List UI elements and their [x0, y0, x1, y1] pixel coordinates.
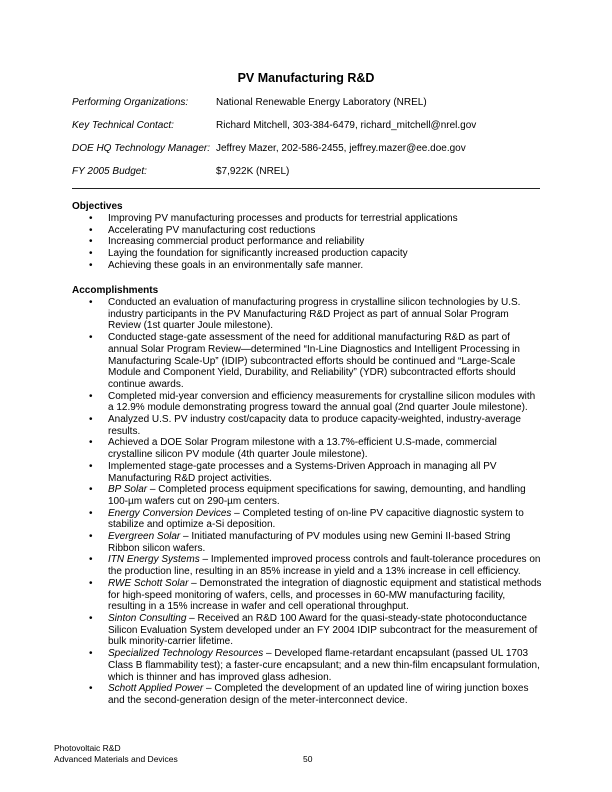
accomplishments-list	[72, 297, 542, 707]
meta-value: National Renewable Energy Laboratory (NREL)	[216, 97, 427, 108]
bullet-icon: •	[89, 683, 93, 695]
bullet-icon: •	[89, 248, 93, 260]
bullet-icon: •	[89, 648, 93, 660]
list-item: • Conducted stage-gate assessment of the need for additional manufacturing R&D as part of annual Solar Program Review—determined “In-Line Diagnostics and Intelligent Processing in Manufacturing Scale-Up” (IDIP) subcontracted efforts should be continued and “Large-Scale Module and Component Yield, Durability, and Reliability” (YDR) subcontracted efforts should continue awards.	[89, 332, 520, 390]
bullet-icon: •	[89, 612, 93, 624]
bullet-icon: •	[89, 484, 93, 496]
meta-value: Richard Mitchell, 303-384-6479, richard_mitchell@nrel.gov	[216, 120, 477, 131]
meta-label: Key Technical Contact:	[72, 120, 174, 131]
bullet-icon: •	[89, 414, 93, 426]
bullet-icon: •	[89, 554, 93, 566]
list-item: • RWE Schott Solar – Demonstrated the integration of diagnostic equipment and statistical methods for high-speed monitoring of wafers, cells, and processes in 60-MW manufacturing facility, resulting in a 15% increase in wafer and cell operational throughput.	[89, 577, 542, 613]
bullet-icon: •	[89, 577, 93, 589]
bullet-icon: •	[89, 297, 93, 308]
bullet-icon: •	[89, 213, 93, 224]
page-footer	[54, 743, 178, 764]
list-item: • Improving PV manufacturing processes and products for terrestrial applications	[89, 213, 458, 224]
meta-label: Performing Organizations:	[72, 97, 189, 108]
list-item: • Conducted an evaluation of manufacturing progress in crystalline silicon technologies by U.S. industry participants in the PV Manufacturing R&D Project as part of annual Solar Program Review (1st quarter Joule milestone).	[89, 297, 521, 332]
list-item: • Increasing commercial product performance and reliability	[89, 236, 365, 248]
bullet-icon: •	[89, 332, 93, 344]
objectives-heading: Objectives	[72, 201, 123, 212]
bullet-icon: •	[89, 224, 93, 236]
page-number: 50	[303, 753, 313, 764]
list-item: • Achieved a DOE Solar Program milestone with a 13.7%-efficient U.S-made, commercial crystalline silicon PV module (4th quarter Joule milestone).	[89, 437, 497, 461]
section-divider	[72, 188, 540, 189]
footer-subsection-title: Advanced Materials and Devices	[54, 753, 178, 764]
meta-label: DOE HQ Technology Manager:	[72, 143, 211, 154]
objectives-list	[72, 213, 542, 272]
bullet-icon: •	[89, 531, 93, 543]
meta-label: FY 2005 Budget:	[72, 166, 147, 177]
list-item: • Achieving these goals in an environmentally safe manner.	[89, 259, 364, 271]
list-item: • Laying the foundation for significantly increased production capacity	[89, 248, 408, 260]
list-item: • Accelerating PV manufacturing cost reductions	[89, 224, 316, 236]
list-item: • Implemented stage-gate processes and a Systems-Driven Approach in managing all PV Manufacturing R&D project activities.	[89, 460, 497, 484]
list-item: • Energy Conversion Devices – Completed testing of on-line PV capacitive diagnostic system to stabilize and optimize a-Si deposition.	[89, 507, 524, 531]
bullet-icon: •	[89, 259, 93, 271]
list-item: • Evergreen Solar – Initiated manufacturing of PV modules using new Gemini II-based String Ribbon silicon wafers.	[89, 531, 511, 554]
bullet-icon: •	[89, 460, 93, 472]
list-item: • Specialized Technology Resources – Developed flame-retardant encapsulant (passed UL 1703 Class B flammability test); a faster-cure encapsulant; and a new thin-film encapsulant formulation, which is thinner and has improved glass adhesion.	[89, 648, 540, 683]
list-item: • Schott Applied Power – Completed the development of an updated line of wiring junction boxes and the second-generation design of the meter-interconnect device.	[89, 683, 529, 706]
accomplishments-heading: Accomplishments	[72, 285, 159, 296]
bullet-icon: •	[89, 507, 93, 519]
bullet-icon: •	[89, 390, 93, 402]
bullet-icon: •	[89, 437, 93, 449]
page-title: PV Manufacturing R&D	[237, 71, 375, 85]
list-item: • ITN Energy Systems – Implemented improved process controls and fault-tolerance procedures on the production line, resulting in an 85% increase in yield and a 13% increase in cell efficiency.	[89, 554, 541, 578]
meta-value: Jeffrey Mazer, 202-586-2455, jeffrey.mazer@ee.doe.gov	[216, 143, 466, 154]
list-item: • Analyzed U.S. PV industry cost/capacity data to produce capacity-weighted, industry-average results.	[89, 414, 521, 437]
list-item: • BP Solar – Completed process equipment specifications for sawing, demounting, and handling 100-µm wafers cut on 290-µm centers.	[89, 484, 526, 507]
meta-value: $7,922K (NREL)	[216, 166, 290, 177]
list-item: • Sinton Consulting – Received an R&D 100 Award for the quasi-steady-state photoconductance Silicon Evaluation System developed under an FY 2004 IDIP subcontract for the measurement of bulk minority-carrier lifetime.	[89, 612, 538, 648]
bullet-icon: •	[89, 236, 93, 248]
list-item: • Completed mid-year conversion and efficiency measurements for crystalline silicon modules with a 12.9% module demonstrating progress toward the annual goal (2nd quarter Joule milestone).	[89, 390, 536, 414]
footer-section-title: Photovoltaic R&D	[54, 743, 121, 753]
